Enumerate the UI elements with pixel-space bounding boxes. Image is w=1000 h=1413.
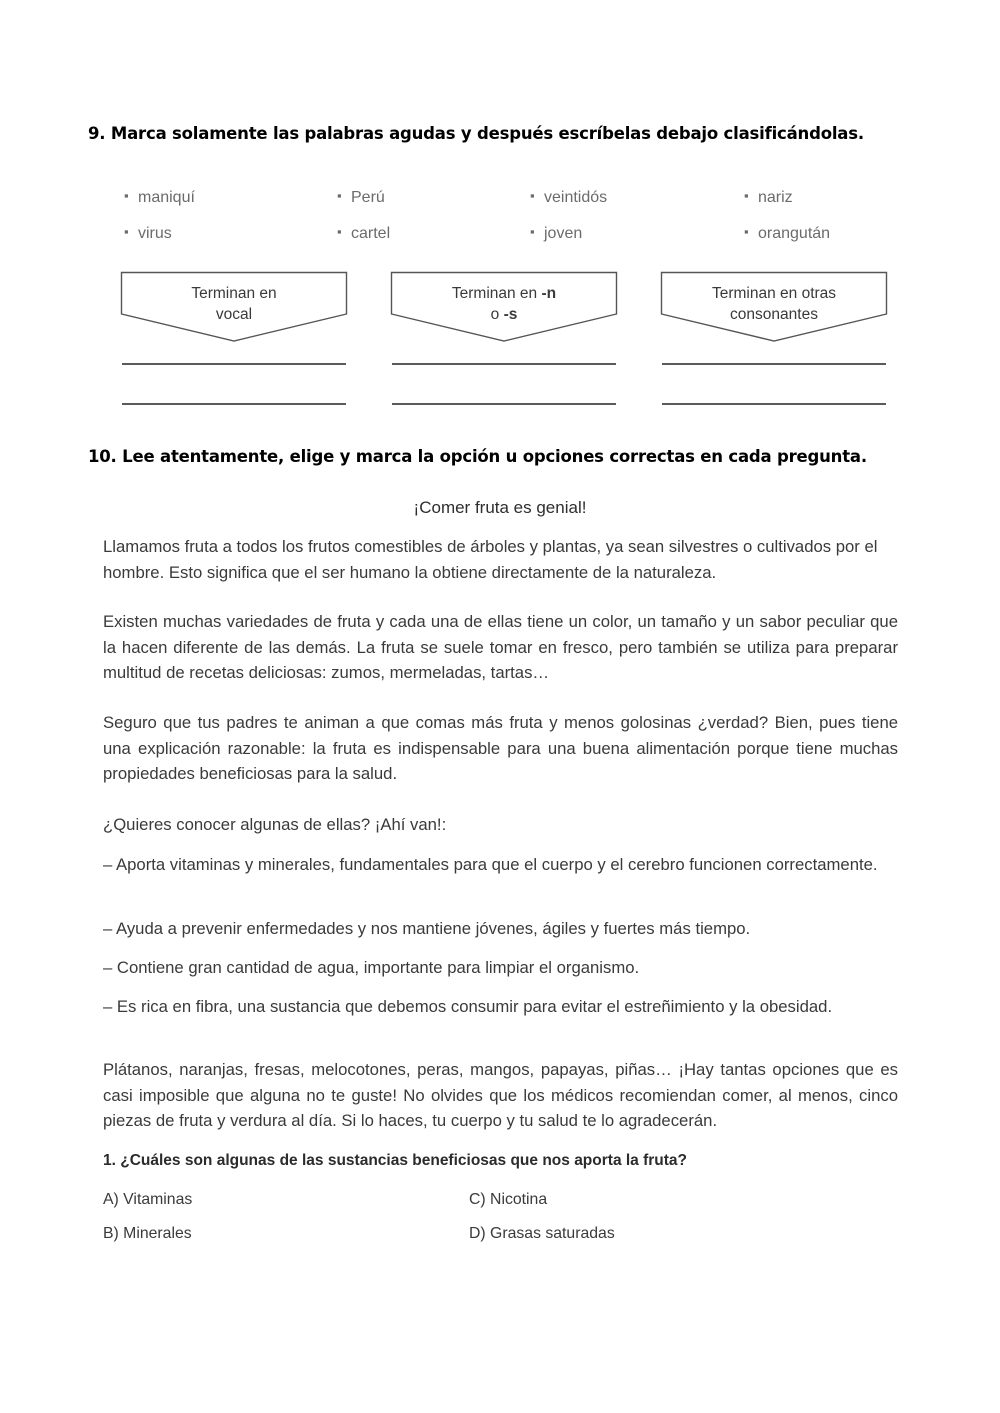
passage-paragraph: – Es rica en fibra, una sustancia que debemos consumir para evitar el estreñimiento y la obesidad. [103,997,833,1016]
bullet-icon: ▪ [337,224,342,239]
answer-write-line[interactable] [392,403,616,405]
exercise-10-heading: 10. Lee atentamente, elige y marca la opción u opciones correctas en cada pregunta. [88,447,867,466]
exercise-9-heading: 9. Marca solamente las palabras agudas y después escríbelas debajo clasificándolas. [88,124,864,143]
word-label: cartel [351,225,391,242]
passage-paragraph: – Ayuda a prevenir enfermedades y nos mantiene jóvenes, ágiles y fuertes más tiempo. [103,919,751,938]
bullet-icon: ▪ [124,188,129,203]
banner-label-line1: Terminan en otras [711,285,837,302]
word-list-item[interactable] [744,188,793,207]
classification-banner [120,271,348,343]
question-1-option[interactable]: A) Vitaminas [103,1191,193,1208]
bullet-icon: ▪ [530,188,535,203]
question-1-option[interactable]: D) Grasas saturadas [469,1225,615,1242]
banner-label-line2: consonantes [730,306,818,323]
banner-label-line1: Terminan en -n [451,285,557,302]
banner-label [660,283,888,325]
banner-label [120,283,348,325]
passage-paragraph: Seguro que tus padres te animan a que comas más fruta y menos golosinas ¿verdad? Bien, pues tiene una explicación razonable: la fruta es indispensable para una buena alimentación porque tiene muchas propiedades beneficiosas para la salud. [103,713,898,784]
passage-paragraph: Existen muchas variedades de fruta y cada una de ellas tiene un color, un tamaño y un sabor peculiar que la hacen diferente de las demás. La fruta se suele tomar en fresco, pero también se utiliza para preparar multitud de recetas deliciosas: zumos, mermeladas, tartas… [103,612,898,683]
bullet-icon: ▪ [124,224,129,239]
passage-title: ¡Comer fruta es genial! [413,498,587,517]
answer-write-line[interactable] [662,363,886,365]
word-label: orangután [758,225,831,242]
banner-label-line2: o -s [490,306,518,323]
banner-label-line2: vocal [215,306,253,323]
bullet-icon: ▪ [337,188,342,203]
passage-paragraph: Llamamos fruta a todos los frutos comestibles de árboles y plantas, ya sean silvestres o cultivados por el hombre. Esto significa que el ser humano la obtiene directamente de la naturaleza. [103,537,878,582]
answer-write-line[interactable] [122,403,346,405]
classification-banner [390,271,618,343]
word-list-item[interactable] [337,224,390,243]
word-list-item[interactable] [530,224,582,243]
passage-paragraph: – Aporta vitaminas y minerales, fundamentales para que el cuerpo y el cerebro funcionen correctamente. [103,855,878,874]
passage-paragraph: Plátanos, naranjas, fresas, melocotones, peras, mangos, papayas, piñas… ¡Hay tantas opciones que es casi imposible que alguna no te guste! No olvides que los médicos recomiendan comer, al menos, cinco piezas de fruta y verdura al día. Si lo haces, tu cuerpo y tu salud te lo agradecerán. [103,1060,898,1131]
bullet-icon: ▪ [744,188,749,203]
passage-paragraph: – Contiene gran cantidad de agua, importante para limpiar el organismo. [103,958,640,977]
word-label: nariz [758,189,793,206]
word-label: Perú [351,189,385,206]
answer-write-line[interactable] [392,363,616,365]
answer-write-line[interactable] [122,363,346,365]
word-list-item[interactable] [337,188,385,207]
word-list-item[interactable] [124,224,172,243]
word-list-item[interactable] [530,188,607,207]
bullet-icon: ▪ [530,224,535,239]
question-1-text: 1. ¿Cuáles son algunas de las sustancias beneficiosas que nos aporta la fruta? [103,1152,688,1169]
question-1-option[interactable]: B) Minerales [103,1225,192,1242]
word-label: maniquí [138,189,195,206]
word-label: veintidós [544,189,608,206]
question-1-option[interactable]: C) Nicotina [469,1191,548,1208]
banner-label [390,283,618,325]
banner-label-line1: Terminan en [191,285,277,302]
word-list-item[interactable] [124,188,195,207]
bullet-icon: ▪ [744,224,749,239]
word-label: virus [138,225,172,242]
word-label: joven [544,225,583,242]
passage-paragraph: ¿Quieres conocer algunas de ellas? ¡Ahí van!: [103,815,447,834]
classification-banner [660,271,888,343]
word-list-item[interactable] [744,224,830,243]
answer-write-line[interactable] [662,403,886,405]
